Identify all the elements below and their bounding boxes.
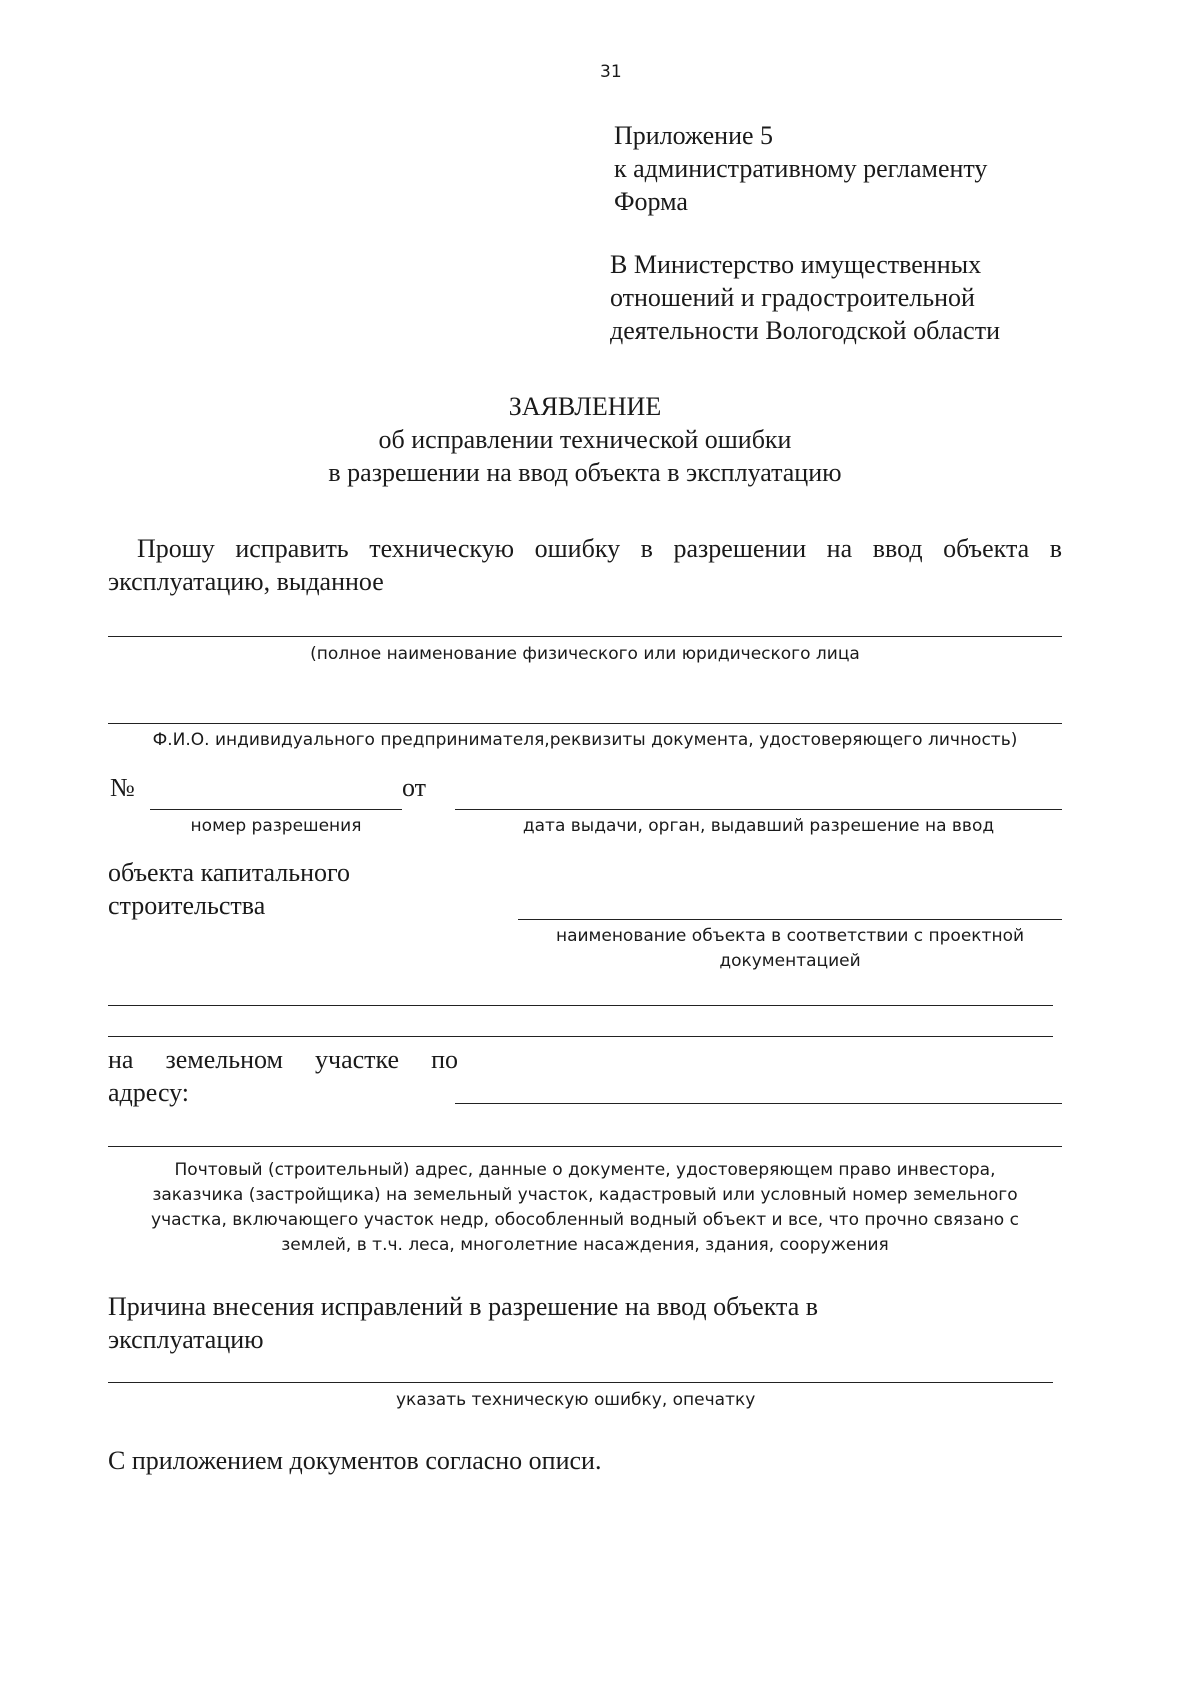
object-name-caption-1: наименование объекта в соответствии с проектной [555, 926, 1025, 946]
address-details-field[interactable] [108, 1146, 1062, 1147]
request-word: ошибку [534, 534, 621, 563]
land-word: участке [315, 1045, 400, 1074]
attachment-note: С приложением документов согласно описи. [108, 1446, 602, 1475]
request-word: объекта [943, 534, 1030, 563]
land-word: земельном [165, 1045, 283, 1074]
reason-field[interactable] [108, 1382, 1053, 1383]
land-address-field[interactable] [455, 1103, 1062, 1104]
object-extra-line-1[interactable] [108, 1005, 1053, 1006]
request-word: в [640, 534, 653, 563]
recipient-line-3: деятельности Вологодской области [610, 316, 1000, 345]
object-name-field[interactable] [518, 919, 1062, 920]
document-subtitle-1: об исправлении технической ошибки [378, 425, 792, 454]
object-name-caption-2: документацией [719, 951, 861, 971]
issue-date-field[interactable] [455, 809, 1062, 810]
object-extra-line-2[interactable] [108, 1036, 1053, 1037]
request-word: разрешении [673, 534, 807, 563]
document-subtitle-2: в разрешении на ввод объекта в эксплуатацию [328, 458, 842, 487]
regulation-label: к административному регламенту [614, 154, 988, 183]
address-caption-3: участка, включающего участок недр, обособленный водный объект и все, что прочно связано с [151, 1210, 1019, 1230]
reason-caption: указать техническую ошибку, опечатку [396, 1390, 756, 1410]
land-word: на [108, 1045, 134, 1074]
appendix-label: Приложение 5 [614, 121, 774, 150]
land-word: по [431, 1045, 458, 1074]
request-word: техническую [369, 534, 515, 563]
capital-object-label-1: объекта капитального [108, 858, 351, 887]
request-word: исправить [235, 534, 349, 563]
permit-number-field[interactable] [150, 809, 402, 810]
fio-caption: Ф.И.О. индивидуального предпринимателя,реквизиты документа, удостоверяющего личность) [152, 730, 1018, 750]
number-sign: № [110, 773, 135, 802]
land-label-1 [108, 1045, 458, 1075]
full-name-field[interactable] [108, 636, 1062, 637]
full-name-caption: (полное наименование физического или юридического лица [310, 644, 860, 664]
recipient-line-2: отношений и градостроительной [610, 283, 975, 312]
address-caption-2: заказчика (застройщика) на земельный участок, кадастровый или условный номер земельного [152, 1185, 1018, 1205]
land-label-2: адресу: [108, 1078, 190, 1107]
document-title: ЗАЯВЛЕНИЕ [508, 392, 662, 421]
capital-object-label-2: строительства [108, 891, 266, 920]
address-caption-1: Почтовый (строительный) адрес, данные о документе, удостоверяющем право инвестора, [174, 1160, 996, 1180]
address-caption-4: землей, в т.ч. леса, многолетние насаждения, здания, сооружения [281, 1235, 889, 1255]
permit-number-caption: номер разрешения [190, 816, 362, 836]
request-word: ввод [872, 534, 923, 563]
form-label: Форма [614, 187, 688, 216]
recipient-line-1: В Министерство имущественных [610, 250, 982, 279]
reason-label-1: Причина внесения исправлений в разрешение на ввод объекта в [108, 1292, 819, 1321]
from-label: от [402, 773, 427, 802]
reason-label-2: эксплуатацию [108, 1325, 264, 1354]
request-word: в [1049, 534, 1062, 563]
request-line-2: эксплуатацию, выданное [108, 567, 384, 596]
page-number: 31 [600, 62, 622, 82]
request-word: на [826, 534, 853, 563]
fio-field[interactable] [108, 723, 1062, 724]
request-word: Прошу [137, 534, 215, 563]
request-line-1 [137, 534, 1062, 564]
issue-date-caption: дата выдачи, орган, выдавший разрешение на ввод [522, 816, 995, 836]
